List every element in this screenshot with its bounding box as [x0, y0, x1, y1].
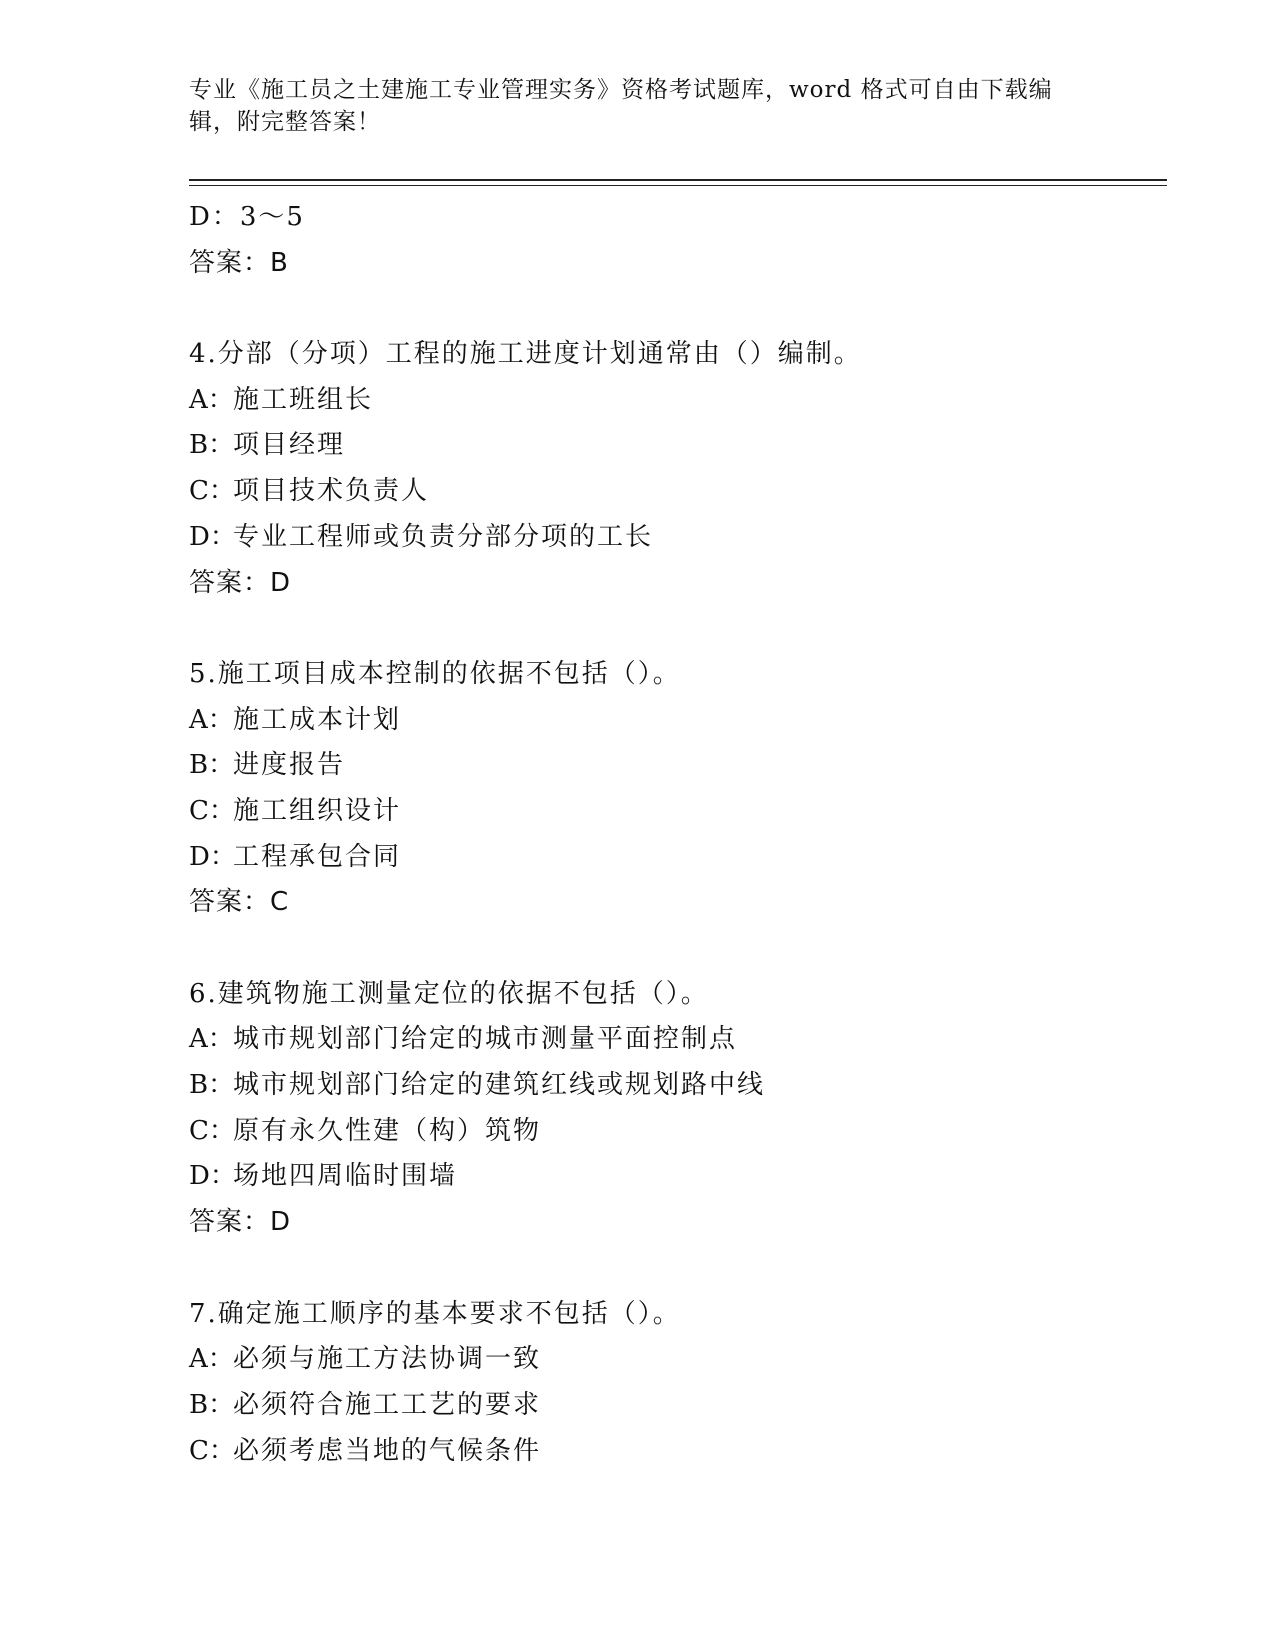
- option-d: [189, 515, 1169, 561]
- option-label: A：: [189, 384, 234, 415]
- option-label: D：: [189, 841, 236, 872]
- option-c: [189, 469, 1169, 515]
- option-d: [189, 1154, 1169, 1200]
- option-text: 城市规划部门给定的建筑红线或规划路中线: [233, 1070, 766, 1101]
- option-text: 施工成本计划: [233, 704, 402, 735]
- option-b: [189, 743, 1169, 789]
- spacer: [189, 606, 1169, 652]
- question-stem: 7.确定施工顺序的基本要求不包括（）。: [189, 1298, 681, 1329]
- prev-option-d: D：3～5: [189, 202, 305, 232]
- option-b: [189, 1063, 1169, 1109]
- option-text: 必须符合施工工艺的要求: [233, 1389, 542, 1420]
- option-label: B：: [189, 430, 235, 461]
- question-stem: 4.分部（分项）工程的施工进度计划通常由（）编制。: [189, 339, 862, 370]
- option-label: A：: [189, 704, 234, 735]
- header-line-2: 辑，附完整答案！: [189, 109, 381, 135]
- prev-answer: 答案：B: [189, 247, 289, 278]
- option-text: 原有永久性建（构）筑物: [233, 1115, 542, 1146]
- question-stem: 6.建筑物施工测量定位的依据不包括（）。: [189, 978, 709, 1009]
- option-label: B：: [189, 750, 235, 781]
- option-text: 项目技术负责人: [233, 476, 430, 507]
- option-label: B：: [189, 1389, 235, 1420]
- question-6: [189, 972, 1169, 1246]
- option-text: 专业工程师或负责分部分项的工长: [233, 521, 654, 552]
- option-label: C：: [189, 795, 235, 826]
- option-d: [189, 835, 1169, 881]
- answer: 答案：D: [189, 567, 292, 598]
- option-text: 城市规划部门给定的城市测量平面控制点: [233, 1024, 738, 1055]
- option-text: 场地四周临时围墙: [233, 1161, 458, 1192]
- option-label: D：: [189, 1161, 236, 1192]
- option-text: 工程承包合同: [233, 841, 402, 872]
- option-text: 施工组织设计: [233, 795, 402, 826]
- option-label: A：: [189, 1024, 234, 1055]
- header-rule-top: [189, 179, 1167, 181]
- option-c: [189, 1109, 1169, 1155]
- answer: 答案：C: [189, 887, 290, 918]
- option-a: [189, 1337, 1169, 1383]
- option-a: [189, 1017, 1169, 1063]
- option-text: 进度报告: [233, 750, 346, 781]
- option-text: 施工班组长: [233, 384, 374, 415]
- option-label: A：: [189, 1344, 234, 1375]
- option-label: D：: [189, 521, 236, 552]
- question-content: [189, 195, 1169, 1474]
- option-c: [189, 789, 1169, 835]
- option-label: B：: [189, 1070, 235, 1101]
- page-header: [189, 74, 1089, 138]
- header-rule-bottom: [189, 185, 1167, 186]
- option-label: C：: [189, 476, 235, 507]
- option-a: [189, 698, 1169, 744]
- answer: 答案：D: [189, 1207, 292, 1238]
- question-stem: 5.施工项目成本控制的依据不包括（）。: [189, 658, 681, 689]
- header-line-1: 专业《施工员之土建施工专业管理实务》资格考试题库，word 格式可自由下载编: [189, 77, 1053, 103]
- option-b: [189, 1383, 1169, 1429]
- option-label: C：: [189, 1115, 235, 1146]
- option-text: 项目经理: [233, 430, 346, 461]
- option-a: [189, 378, 1169, 424]
- spacer: [189, 286, 1169, 332]
- spacer: [189, 926, 1169, 972]
- option-text: 必须考虑当地的气候条件: [233, 1435, 542, 1466]
- option-c: [189, 1429, 1169, 1475]
- option-text: 必须与施工方法协调一致: [233, 1344, 542, 1375]
- option-label: C：: [189, 1435, 235, 1466]
- question-5: [189, 652, 1169, 926]
- question-4: [189, 332, 1169, 606]
- spacer: [189, 1246, 1169, 1292]
- option-b: [189, 423, 1169, 469]
- question-7: [189, 1292, 1169, 1475]
